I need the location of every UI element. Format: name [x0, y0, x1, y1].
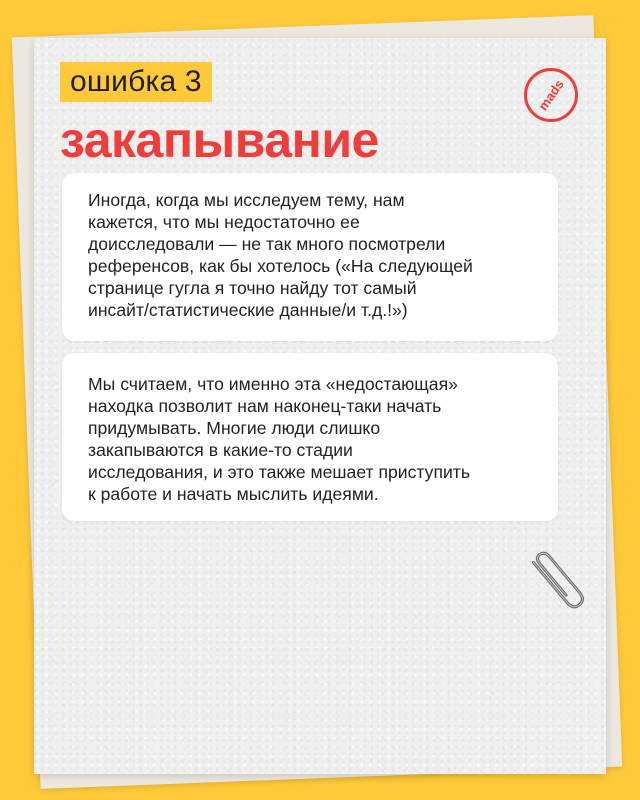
logo-text: mads [535, 76, 567, 114]
card-1-line: кажется, что мы недостаточно ее [88, 212, 360, 232]
card-1-line: доисследовали — не так много посмотрели [88, 234, 446, 254]
card-2-line: закапываются в какие-то стадии [88, 440, 353, 460]
card-1-line: Иногда, когда мы исследуем тему, нам [88, 190, 405, 210]
card-1-line: инсайт/статистические данные/и т.д.!») [88, 300, 408, 320]
card-2-line: к работе и начать мыслить идеями. [88, 484, 379, 504]
text-card-2 [62, 353, 558, 521]
page-title: закапывание [60, 112, 379, 168]
card-2-line: находка позволит нам наконец-таки начать [88, 396, 442, 416]
card-2-line: придумывать. Многие люди слишко [88, 418, 381, 438]
error-number-text: ошибка 3 [70, 65, 202, 98]
card-1-line: референсов, как бы хотелось («На следующей [88, 256, 473, 276]
card-2-line: исследования, и это также мешает приступить [88, 462, 471, 482]
paperclip-icon [526, 540, 586, 620]
error-number-label [60, 62, 212, 102]
text-card-1 [62, 173, 558, 341]
card-1-line: странице гугла я точно найду тот самый [88, 278, 417, 298]
card-2-line: Мы считаем, что именно эта «недостающая» [88, 374, 458, 394]
mads-logo-icon [524, 68, 578, 122]
